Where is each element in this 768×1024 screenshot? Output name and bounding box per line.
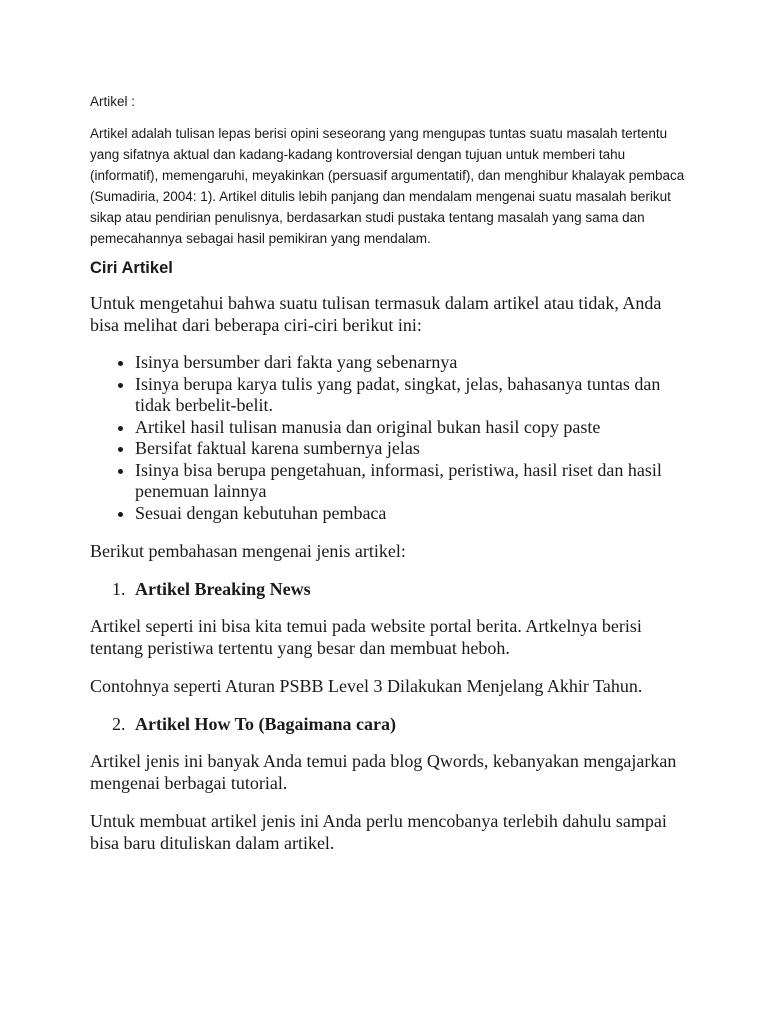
ciri-lead-paragraph: Untuk mengetahui bahwa suatu tulisan termasuk dalam artikel atau tidak, Anda bisa melihat dari beberapa ciri-ciri berikut ini: bbox=[90, 293, 662, 335]
jenis-lead-paragraph: Berikut pembahasan mengenai jenis artikel: bbox=[90, 541, 406, 561]
jenis-heading-1 bbox=[90, 578, 688, 600]
jenis-title: Artikel How To (Bagaimana cara) bbox=[135, 714, 396, 734]
jenis-title: Artikel Breaking News bbox=[135, 579, 311, 599]
section-heading-ciri: Ciri Artikel bbox=[90, 259, 173, 277]
ciri-list bbox=[90, 352, 688, 524]
list-number: 1. bbox=[112, 579, 126, 599]
list-item: • Isinya berupa karya tulis yang padat, singkat, jelas, bahasanya tuntas dan tidak berbelit-belit. bbox=[135, 374, 688, 417]
intro-label: Artikel : bbox=[90, 94, 136, 109]
jenis-2-paragraph: Artikel jenis ini banyak Anda temui pada blog Qwords, kebanyakan mengajarkan mengenai berbagai tutorial. bbox=[90, 751, 677, 793]
list-item: • Isinya bersumber dari fakta yang sebenarnya bbox=[135, 352, 688, 374]
jenis-1-example: Contohnya seperti Aturan PSBB Level 3 Dilakukan Menjelang Akhir Tahun. bbox=[90, 676, 643, 696]
list-item: • Bersifat faktual karena sumbernya jelas bbox=[135, 438, 688, 460]
jenis-1-paragraph: Artikel seperti ini bisa kita temui pada website portal berita. Artkelnya berisi tentang peristiwa tertentu yang besar dan membuat heboh. bbox=[90, 616, 642, 658]
jenis-2-example: Untuk membuat artikel jenis ini Anda perlu mencobanya terlebih dahulu sampai bisa baru dituliskan dalam artikel. bbox=[90, 811, 667, 853]
jenis-heading-2 bbox=[90, 713, 688, 735]
list-item: • Artikel hasil tulisan manusia dan original bukan hasil copy paste bbox=[135, 417, 688, 439]
list-item: • Isinya bisa berupa pengetahuan, informasi, peristiwa, hasil riset dan hasil penemuan lainnya bbox=[135, 460, 688, 503]
list-item: • Sesuai dengan kebutuhan pembaca bbox=[135, 503, 688, 525]
list-number: 2. bbox=[112, 714, 126, 734]
intro-paragraph: Artikel adalah tulisan lepas berisi opini seseorang yang mengupas tuntas suatu masalah tertentu yang sifatnya aktual dan kadang-kadang kontroversial dengan tujuan untuk memberi tahu (informatif), memengaruhi, meyakinkan (persuasif argumentatif), dan menghibur khalayak pembaca (Sumadiria, 2004: 1). Artikel ditulis lebih panjang dan mendalam mengenai suatu masalah berikut sikap atau pendirian penulisnya, berdasarkan studi pustaka tentang masalah yang sama dan pemecahannya sebagai hasil pemikiran yang mendalam. bbox=[90, 126, 685, 246]
